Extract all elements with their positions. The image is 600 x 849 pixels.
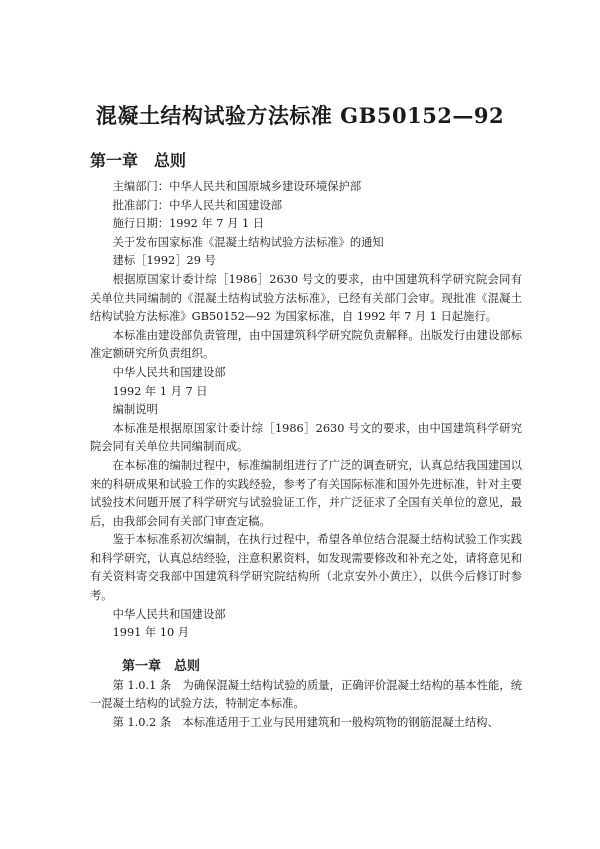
- issuer-line-2: 中华人民共和国建设部: [112, 607, 226, 621]
- compilation-paragraph-2: 在本标准的编制过程中，标准编制组进行了广泛的调查研究，认真总结我国建国以来的科研成果和试验工作的实践经验，参考了有关国际标准和国外先进标准，针对主要试验技术问题开展了科学研究与试验验证工作，并广泛征求了全国有关单位的意见，最后，由我部会同有关部门审查定稿。: [90, 458, 522, 528]
- approval-dept-line: 批准部门：中华人民共和国建设部: [112, 198, 283, 212]
- section-heading: 第一章 总则: [122, 658, 201, 674]
- issuer-line: 中华人民共和国建设部: [112, 365, 226, 379]
- compilation-paragraph-3: 鉴于本标准系初次编制，在执行过程中，希望各单位结合混凝土结构试验工作实践和科学研究，认真总结经验，注意积累资料，如发现需要修改和补充之处，请将意见和有关资料寄交我部中国建筑科学研究院结构所（北京安外小黄庄），以供今后修订时参考。: [90, 533, 522, 603]
- compilation-notes-heading: 编制说明: [112, 403, 158, 417]
- document-body: [90, 178, 522, 733]
- management-paragraph: 本标准由建设部负责管理，由中国建筑科学研究院负责解释。出版发行由建设部标准定额研究所负责组织。: [90, 328, 522, 361]
- issue-date-line: 1992 年 1 月 7 日: [112, 384, 208, 398]
- notice-number-line: 建标［1992］29 号: [112, 254, 216, 268]
- chapter-heading: 第一章 总则: [90, 151, 187, 170]
- approval-paragraph: 根据原国家计委计综［1986］2630 号文的要求，由中国建筑科学研究院会同有关单位共同编制的《混凝土结构试验方法标准》，已经有关部门会审。现批准《混凝土结构试验方法标准》GB50152—92 为国家标准，自 1992 年 7 月 1 日起施行。: [90, 272, 522, 324]
- notice-title-line: 关于发布国家标准《混凝土结构试验方法标准》的通知: [112, 235, 384, 249]
- clause-1-0-1: 第 1.0.1 条 为确保混凝土结构试验的质量，正确评价混凝土结构的基本性能，统一混凝土结构的试验方法，特制定本标准。: [90, 678, 522, 711]
- clause-1-0-2: 第 1.0.2 条 本标准适用于工业与民用建筑和一般构筑物的钢筋混凝土结构、: [112, 716, 499, 730]
- section-spacer: [90, 643, 522, 657]
- compilation-paragraph-1: 本标准是根据原国家计委计综［1986］2630 号文的要求，由中国建筑科学研究院会同有关单位共同编制而成。: [90, 421, 522, 454]
- editor-dept-line: 主编部门：中华人民共和国原城乡建设环境保护部: [112, 180, 362, 193]
- document-title: 混凝土结构试验方法标准 GB50152—92: [95, 103, 505, 128]
- issue-date-line-2: 1991 年 10 月: [112, 626, 190, 640]
- effective-date-line: 施行日期：1992 年 7 月 1 日: [112, 217, 265, 231]
